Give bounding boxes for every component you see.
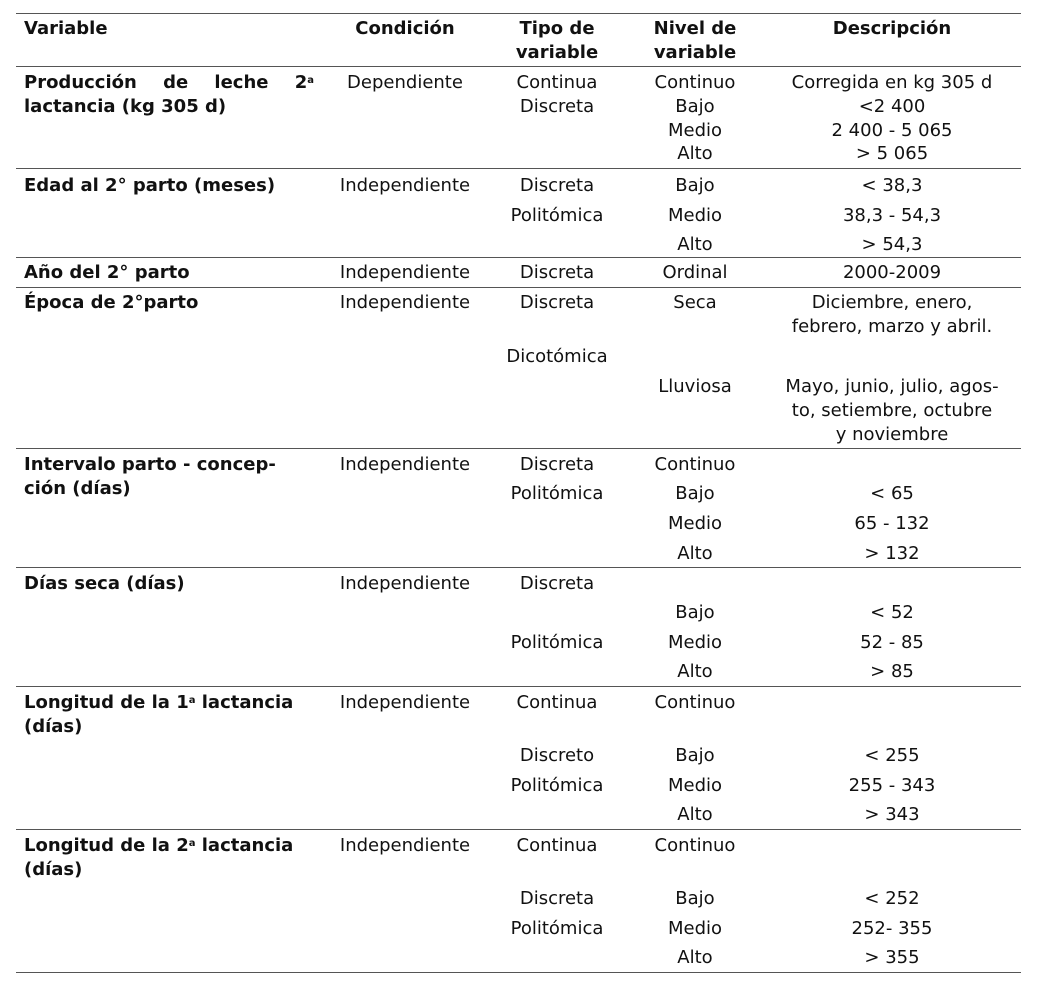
row-tipo: Continua xyxy=(516,835,598,856)
table-row xyxy=(16,568,1021,687)
row-nivel: Bajo xyxy=(675,745,715,766)
header-nivel-line2: variable xyxy=(653,42,737,63)
row-variable-line1: Longitud de la 2$^a$ lactancia xyxy=(24,835,294,856)
row-tipo: Discreta xyxy=(519,96,595,117)
table-row xyxy=(16,449,1021,568)
table-row xyxy=(16,169,1021,258)
row-descripcion: Mayo, junio, julio, agos- xyxy=(785,376,999,397)
row-variable-line1: Longitud de la 1$^a$ lactancia xyxy=(24,692,294,713)
row-tipo: Discreta xyxy=(519,454,595,475)
row-descripcion: 2000-2009 xyxy=(842,262,942,283)
row-variable-line2: lactancia (kg 305 d) xyxy=(24,96,227,117)
row-tipo: Discreta xyxy=(519,175,595,196)
row-nivel: Bajo xyxy=(675,888,715,909)
row-nivel: Medio xyxy=(667,120,723,141)
row-descripcion: to, setiembre, octubre xyxy=(791,400,993,421)
row-tipo: Politómica xyxy=(510,775,604,796)
row-condicion: Independiente xyxy=(339,573,471,594)
table-row xyxy=(16,288,1021,449)
row-condicion: Independiente xyxy=(339,454,471,475)
row-tipo: Discreta xyxy=(519,292,595,313)
row-condicion: Independiente xyxy=(339,692,471,713)
row-nivel: Bajo xyxy=(675,602,715,623)
row-nivel: Medio xyxy=(667,775,723,796)
row-nivel: Continuo xyxy=(654,454,736,475)
header-variable: Variable xyxy=(24,18,108,39)
row-nivel: Medio xyxy=(667,205,723,226)
row-descripcion: <2 400 xyxy=(858,96,926,117)
row-variable-line2: ción (días) xyxy=(24,478,131,499)
row-condicion: Independiente xyxy=(339,262,471,283)
row-descripcion: > 54,3 xyxy=(861,234,923,255)
table-row xyxy=(16,67,1021,169)
row-nivel: Alto xyxy=(677,804,713,825)
row-tipo: Politómica xyxy=(510,632,604,653)
row-tipo: Discreta xyxy=(519,888,595,909)
table-row xyxy=(16,687,1021,830)
row-tipo: Discreto xyxy=(519,745,595,766)
row-nivel: Alto xyxy=(677,947,713,968)
variables-table xyxy=(16,13,1021,973)
row-tipo: Continua xyxy=(516,692,598,713)
row-nivel: Continuo xyxy=(654,692,736,713)
row-descripcion: 252- 355 xyxy=(851,918,933,939)
row-nivel: Medio xyxy=(667,918,723,939)
row-variable-line1: Año del 2° parto xyxy=(24,262,190,283)
row-descripcion: < 52 xyxy=(870,602,914,623)
table-row xyxy=(16,258,1021,288)
row-condicion: Independiente xyxy=(339,292,471,313)
row-tipo: Dicotómica xyxy=(506,346,608,367)
row-tipo: Continua xyxy=(516,72,598,93)
row-descripcion: 2 400 - 5 065 xyxy=(831,120,953,141)
row-descripcion: > 132 xyxy=(864,543,920,564)
row-descripcion: < 38,3 xyxy=(861,175,923,196)
row-tipo: Discreta xyxy=(519,262,595,283)
row-variable-line2: (días) xyxy=(24,859,83,880)
header-nivel-line1: Nivel de xyxy=(653,18,737,39)
row-descripcion: 38,3 - 54,3 xyxy=(842,205,942,226)
row-descripcion: Diciembre, enero, xyxy=(811,292,973,313)
header-tipo-line2: variable xyxy=(515,42,599,63)
row-nivel: Alto xyxy=(677,543,713,564)
header-descripcion: Descripción xyxy=(832,18,952,39)
row-variable-line1: Producción de leche 2$^a$ xyxy=(24,72,314,93)
row-nivel: Medio xyxy=(667,513,723,534)
row-descripcion: Corregida en kg 305 d xyxy=(791,72,993,93)
row-tipo: Politómica xyxy=(510,483,604,504)
row-descripcion: > 355 xyxy=(864,947,920,968)
row-nivel: Seca xyxy=(673,292,717,313)
row-descripcion: < 65 xyxy=(870,483,914,504)
header-tipo-line1: Tipo de xyxy=(519,18,595,39)
row-tipo: Politómica xyxy=(510,918,604,939)
row-nivel: Bajo xyxy=(675,96,715,117)
row-nivel: Ordinal xyxy=(662,262,728,283)
row-condicion: Dependiente xyxy=(347,72,463,93)
row-nivel: Medio xyxy=(667,632,723,653)
row-variable-line2: (días) xyxy=(24,716,83,737)
row-variable-line1: Días seca (días) xyxy=(24,573,185,594)
row-variable-line1: Época de 2°parto xyxy=(24,292,199,313)
row-descripcion: < 255 xyxy=(864,745,920,766)
row-tipo: Discreta xyxy=(519,573,595,594)
row-nivel: Bajo xyxy=(675,175,715,196)
row-descripcion: > 85 xyxy=(870,661,914,682)
row-variable-line1: Edad al 2° parto (meses) xyxy=(24,175,276,196)
row-descripcion: febrero, marzo y abril. xyxy=(791,316,993,337)
row-descripcion: y noviembre xyxy=(835,424,949,445)
row-nivel: Alto xyxy=(677,661,713,682)
row-descripcion: < 252 xyxy=(864,888,920,909)
row-nivel: Continuo xyxy=(654,835,736,856)
row-variable-line1: Intervalo parto - concep- xyxy=(24,454,276,475)
row-nivel: Continuo xyxy=(654,72,736,93)
row-descripcion: 65 - 132 xyxy=(854,513,930,534)
row-nivel: Alto xyxy=(677,234,713,255)
row-condicion: Independiente xyxy=(339,835,471,856)
row-nivel: Lluviosa xyxy=(658,376,732,397)
row-nivel: Bajo xyxy=(675,483,715,504)
table-header xyxy=(16,13,1021,67)
row-descripcion: > 5 065 xyxy=(855,143,929,164)
row-descripcion: > 343 xyxy=(864,804,920,825)
row-descripcion: 255 - 343 xyxy=(848,775,936,796)
row-tipo: Politómica xyxy=(510,205,604,226)
table-row xyxy=(16,830,1021,973)
header-condicion: Condición xyxy=(355,18,455,39)
row-descripcion: 52 - 85 xyxy=(860,632,924,653)
row-condicion: Independiente xyxy=(339,175,471,196)
row-nivel: Alto xyxy=(677,143,713,164)
